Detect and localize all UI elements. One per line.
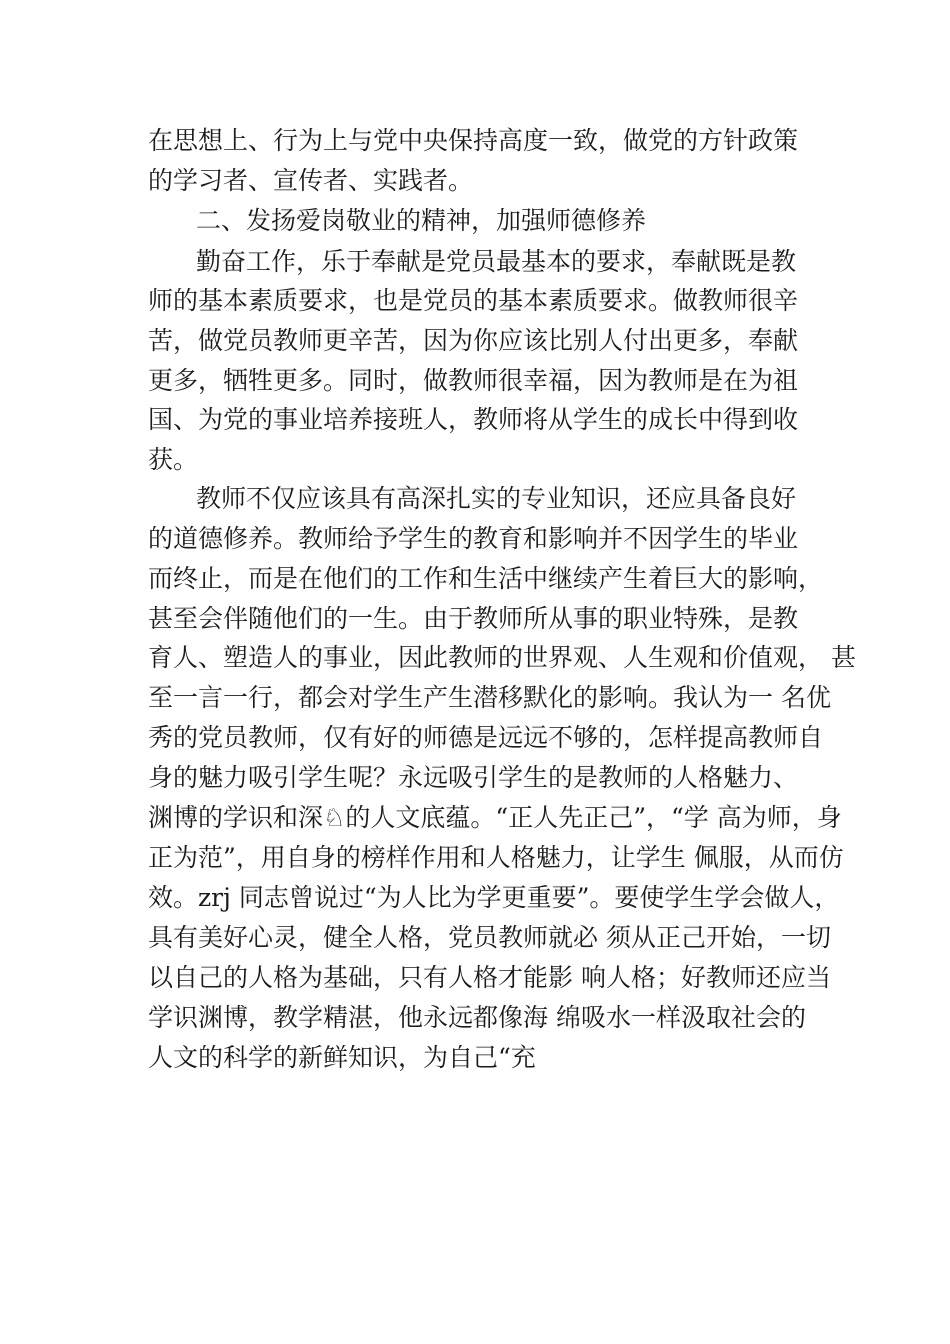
text-line: 具有美好心灵，健全人格，党员教师就必 须从正己开始，一切 [148,923,831,952]
text-line: 获。 [148,445,199,474]
text-line: 苦，做党员教师更辛苦，因为你应该比别人付出更多，奉献 [148,326,799,355]
text-line: 效。zrj 同志曾说过“为人比为学更重要”。要使学生学会做人， [148,883,840,912]
text-line: 甚至会伴随他们的一生。由于教师所从事的职业特殊，是教 [148,604,799,633]
text-line: 学识渊博，教学精湛，他永远都像海 绵吸水一样汲取社会的 [148,1003,806,1032]
text-line: 正为范”，用自身的榜样作用和人格魅力，让学生 佩服，从而仿 [148,843,844,872]
text-line: 而终止，而是在他们的工作和生活中继续产生着巨大的影响， [148,564,824,593]
text-line: 的道德修养。教师给予学生的教育和影响并不因学生的毕业 [148,524,799,553]
text-line: 在思想上、行为上与党中央保持高度一致，做党的方针政策 [148,126,799,155]
text-line: 身的魅力吸引学生呢？永远吸引学生的是教师的人格魅力、 [148,763,799,792]
text-line: 国、为党的事业培养接班人，教师将从学生的成长中得到收 [148,405,799,434]
text-line: 更多，牺牲更多。同时，做教师很幸福，因为教师是在为祖 [148,366,799,395]
text-line: 师的基本素质要求，也是党员的基本素质要求。做教师很辛 [148,286,799,315]
text-line: 至一言一行，都会对学生产生潜移默化的影响。我认为一 名优 [148,683,831,712]
text-line: 渊博的学识和深♘的人文底蕴。“正人先正己”，“学 高为师，身 [148,803,842,832]
text-line: 勤奋工作，乐于奉献是党员最基本的要求，奉献既是教 [196,247,797,276]
section-heading: 二、发扬爱岗敬业的精神，加强师德修养 [196,206,647,235]
text-line: 教师不仅应该具有高深扎实的专业知识，还应具备良好 [196,484,797,513]
text-line: 的学习者、宣传者、实践者。 [148,166,474,195]
text-line: 以自己的人格为基础，只有人格才能影 响人格；好教师还应当 [148,963,831,992]
text-line: 秀的党员教师，仅有好的师德是远远不够的，怎样提高教师自 [148,723,824,752]
text-line: 人文的科学的新鲜知识，为自己“充 [148,1043,536,1072]
text-line: 育人、塑造人的事业，因此教师的世界观、人生观和价值观， 甚 [148,643,856,672]
